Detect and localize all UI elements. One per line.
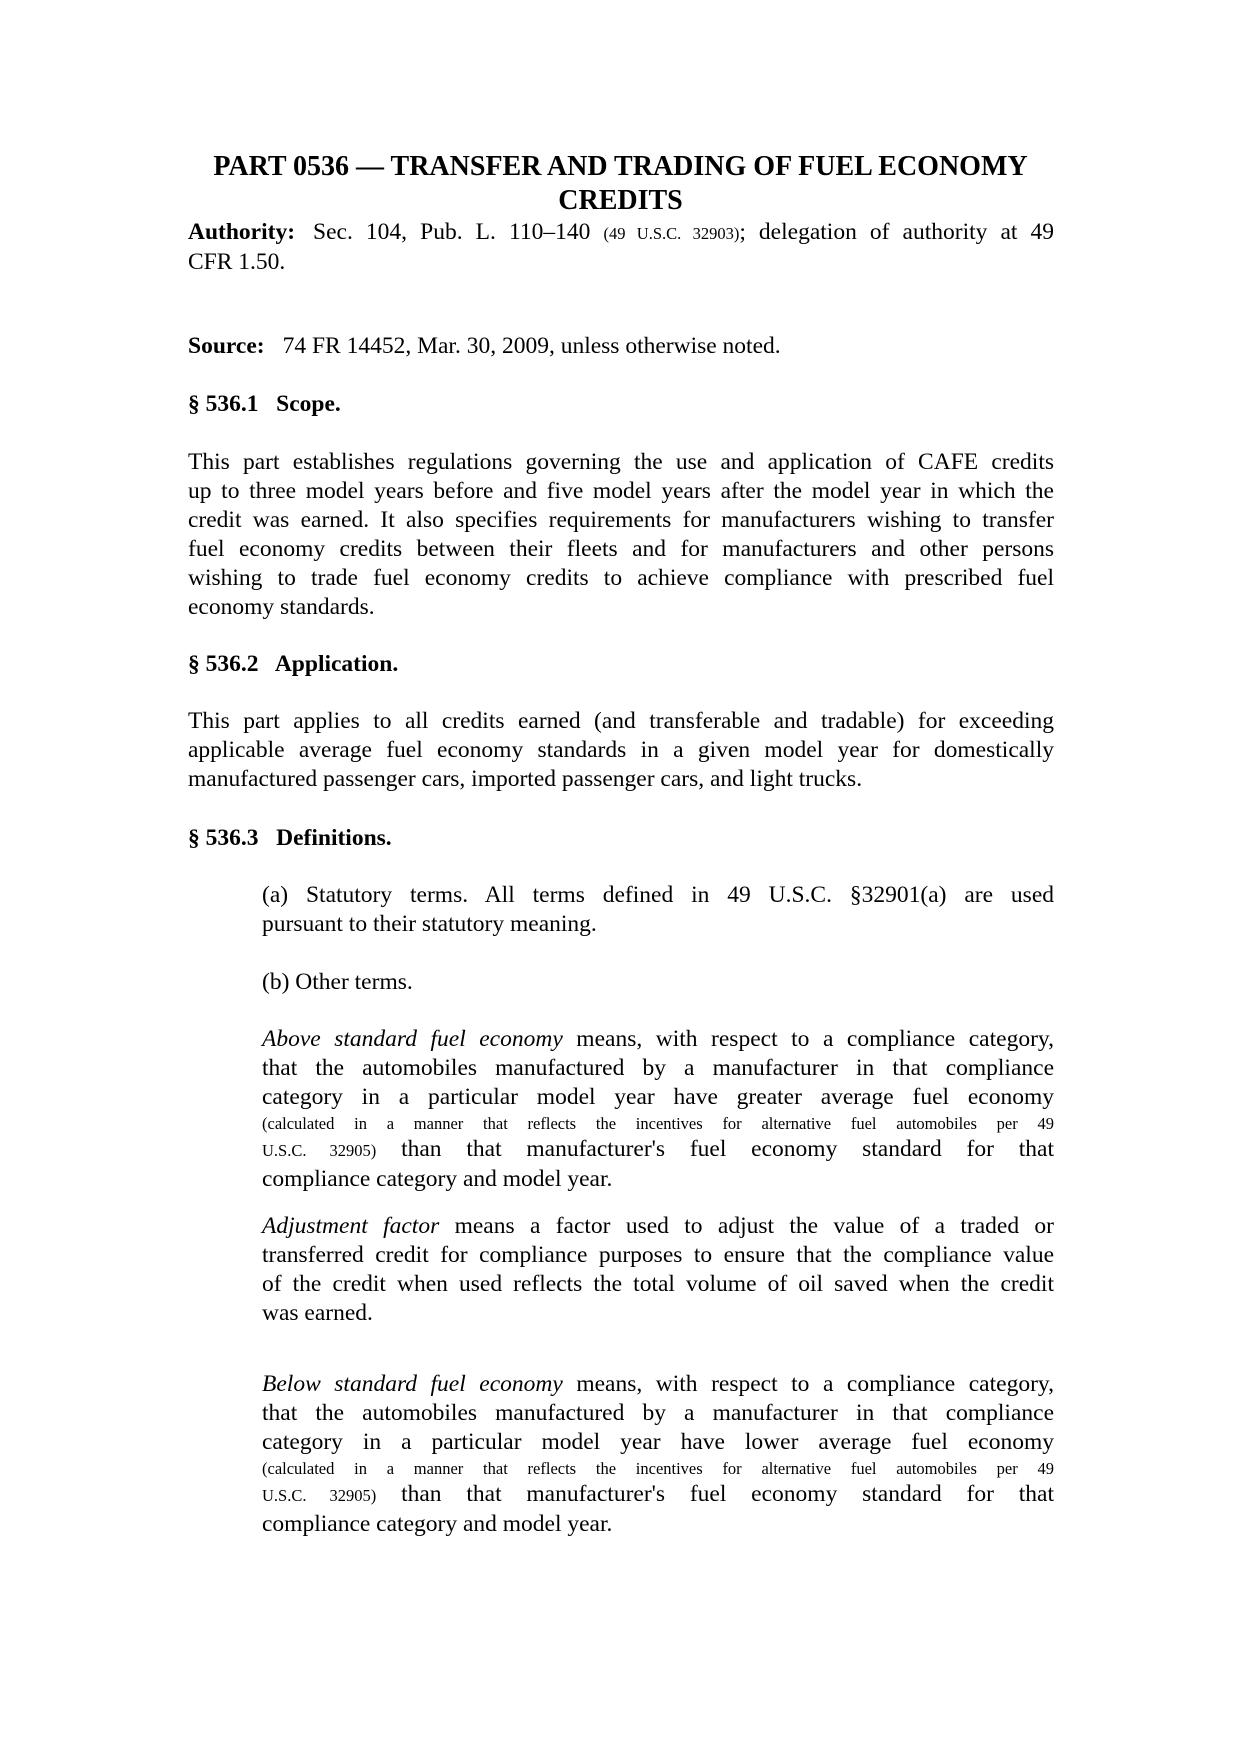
statutory-terms-paragraph [262,881,1054,939]
scope-line: wishing to trade fuel economy credits to achieve compliance with prescribed fuel [188,565,1054,591]
application-line: applicable average fuel economy standards in a given model year for domestically [188,737,1054,763]
source-text: 74 FR 14452, Mar. 30, 2009, unless otherwise noted. [282,333,781,359]
scope-paragraph [188,448,1054,622]
application-line: This part applies to all credits earned (and transferable and tradable) for exceeding [188,708,1054,734]
definition-small-cite: U.S.C. 32905) [262,1141,377,1160]
scope-line: credit was earned. It also specifies requirements for manufacturers wishing to transfer [188,507,1054,533]
other-terms-label [262,968,1054,997]
definition-line: of the credit when used reflects the total volume of oil saved when the credit [262,1271,1054,1297]
definition-small-line: (calculated in a manner that reflects the incentives for alternative fuel automobiles per 49 [262,1459,1054,1478]
defined-term-adjustment: Adjustment factor [262,1213,440,1239]
definition-adjustment-factor [262,1212,1054,1328]
statutory-line-2: pursuant to their statutory meaning. [262,911,597,937]
scope-line: economy standards. [188,594,375,620]
authority-text-c: CFR 1.50. [188,249,286,275]
authority-text-a: Sec. 104, Pub. L. 110–140 [313,219,591,245]
section-heading-application: § 536.2 Application. [188,651,399,677]
definition-text: means, with respect to a compliance category, [562,1026,1054,1052]
definition-text: means a factor used to adjust the value of a traded or [439,1213,1054,1239]
definition-text: than that manufacturer's fuel economy standard for that [376,1136,1054,1162]
definition-above-standard [262,1025,1054,1194]
definition-line: compliance category and model year. [262,1166,613,1192]
title-line-2: CREDITS [558,185,683,216]
section-heading-scope: § 536.1 Scope. [188,391,341,417]
authority-paragraph [188,218,1054,277]
definition-line: transferred credit for compliance purposes to ensure that the compliance value [262,1242,1054,1268]
section-heading-definitions: § 536.3 Definitions. [188,825,392,851]
definition-line: category in a particular model year have greater average fuel economy [262,1084,1054,1110]
definition-line: compliance category and model year. [262,1511,613,1537]
source-label: Source: [188,333,265,359]
definition-text: means, with respect to a compliance category, [562,1371,1054,1397]
defined-term-above: Above standard fuel economy [262,1026,563,1052]
definition-small-cite: U.S.C. 32905) [262,1486,377,1505]
page-title [160,150,1081,218]
source-paragraph [188,332,1054,361]
scope-line: This part establishes regulations governing the use and application of CAFE credits [188,449,1054,475]
application-line: manufactured passenger cars, imported passenger cars, and light trucks. [188,766,863,792]
definition-line: was earned. [262,1300,373,1326]
title-line-1: PART 0536 — TRANSFER AND TRADING OF FUEL ECONOMY [213,151,1028,182]
scope-line: up to three model years before and five model years after the model year in which the [188,478,1054,504]
definition-below-standard [262,1370,1054,1539]
application-paragraph [188,707,1054,794]
scope-line: fuel economy credits between their fleets and for manufacturers and other persons [188,536,1054,562]
authority-citation: (49 U.S.C. 32903) [603,224,740,243]
other-terms-text: (b) Other terms. [262,969,413,995]
definition-line: that the automobiles manufactured by a manufacturer in that compliance [262,1055,1054,1081]
definition-text: than that manufacturer's fuel economy standard for that [376,1481,1054,1507]
definition-small-line: (calculated in a manner that reflects the incentives for alternative fuel automobiles per 49 [262,1114,1054,1133]
definition-line: category in a particular model year have lower average fuel economy [262,1429,1054,1455]
authority-text-b: ; delegation of authority at 49 [739,219,1055,245]
defined-term-below: Below standard fuel economy [262,1371,563,1397]
authority-label: Authority: [188,219,296,245]
definition-line: that the automobiles manufactured by a manufacturer in that compliance [262,1400,1054,1426]
statutory-line-1: (a) Statutory terms. All terms defined in 49 U.S.C. §32901(a) are used [262,882,1054,908]
